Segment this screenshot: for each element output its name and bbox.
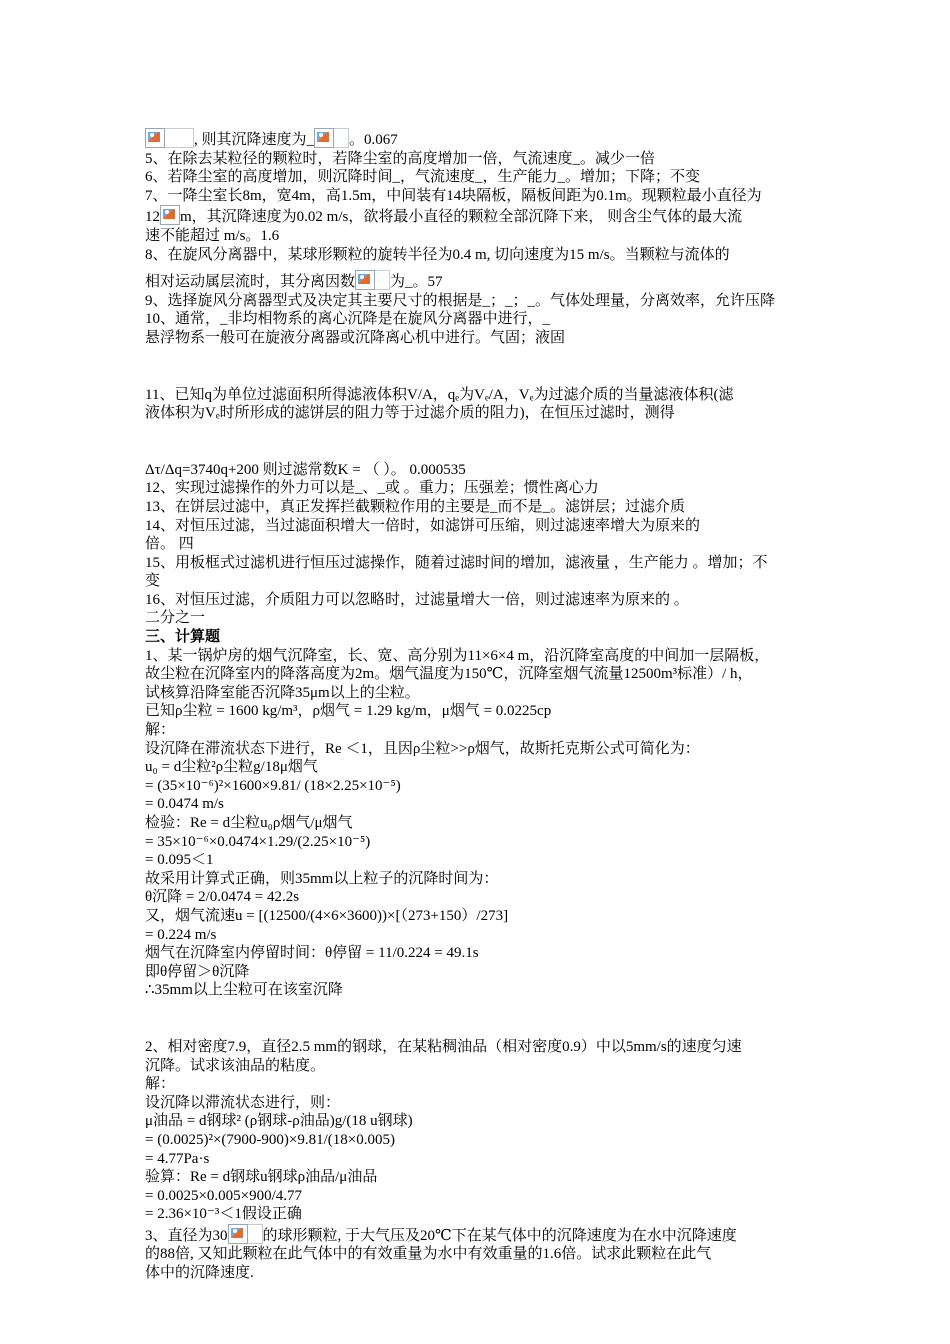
question-11-formula: Δτ/Δq=3740q+200 则过滤常数K = （ ）。 0.000535 [145,461,466,478]
spacer [145,348,810,386]
question-7: 7、一降尘室长8m，宽4m，高1.5m，中间装有14块隔板，隔板间距为0.1m。现颗粒最小直径为 [145,187,762,204]
line-pre: 3、直径为30 [145,1227,228,1244]
calc2-line: 解： [145,1076,176,1093]
question-10-cont: 悬浮物系一般可在旋液分离器或沉降离心机中进行。气固；液固 [145,329,566,346]
document-page [145,128,810,1283]
calc2-line: 沉降。试求该油品的粘度。 [145,1057,326,1074]
question-11: 11、已知q为单位过滤面积所得滤液体积V/A，qₑ为Vₑ/A，Vₑ为过滤介质的当量滤液体积(滤 [145,386,734,403]
line-pre: 12 [145,209,160,226]
calc2-line: = (0.0025)²×(7900-900)×9.81/(18×0.005) [145,1131,395,1148]
question-5: 5、在除去某粒径的颗粒时，若降尘室的高度增加一倍，气流速度_。减少一倍 [145,150,656,167]
question-8: 8、在旋风分离器中，某球形颗粒的旋转半径为0.4 m, 切向速度为15 m/s。当颗粒与流体的 [145,246,730,263]
calc3-line [145,1224,810,1246]
image-blank [334,128,349,148]
image-placeholder-icon [314,128,334,148]
line-post: 。0.067 [349,132,398,148]
calc1-line: = 0.224 m/s [145,926,217,943]
question-7-answer: 速不能超过 m/s。1.6 [145,227,280,244]
calc1-line: 试核算沿降室能否沉降35μm以上的尘粒。 [145,684,420,701]
question-14: 14、对恒压过滤，当过滤面积增大一倍时，如滤饼可压缩，则过滤速率增大为原来的 [145,517,701,534]
spacer [145,1000,810,1038]
calc1-line: ∴35mm以上尘粒可在该室沉降 [145,982,343,999]
image-placeholder-icon [355,270,375,290]
question-16-answer: 二分之一 [145,610,206,627]
calc1-line: θ沉降 = 2/0.0474 = 42.2s [145,889,300,906]
calc1-line: 又，烟气流速u = [(12500/(4×6×3600))×[（273+150）/273] [145,907,509,924]
calc1-line: 即θ停留＞θ沉降 [145,963,250,980]
image-placeholder-icon [145,128,165,148]
image-blank [375,270,390,290]
calc1-line: 解： [145,722,176,739]
line-text: 的球形颗粒, 于大气压及20℃下在某气体中的沉降速度为在水中沉降速度 [262,1227,737,1244]
question-14-cont: 倍。 四 [145,536,194,553]
calc3-line: 体中的沉降速度. [145,1265,254,1282]
calc1-line: = (35×10⁻⁶)²×1600×9.81/ (18×2.25×10⁻⁵) [145,777,401,794]
image-blank [248,1224,263,1244]
calc1-line: 故尘粒在沉降室内的降落高度为2m。烟气温度为150℃，沉降室烟气流量12500m³标准）/ h， [145,666,753,683]
calc2-line: = 4.77Pa·s [145,1150,210,1167]
calc1-line: = 35×10⁻⁶×0.0474×1.29/(2.25×10⁻⁵) [145,833,371,850]
question-11-cont: 液体积为Vₑ时所形成的滤饼层的阻力等于过滤介质的阻力)，在恒压过滤时，测得 [145,405,675,422]
question-13: 13、在饼层过滤中，真正发挥拦截颗粒作用的主要是_而不是_。滤饼层；过滤介质 [145,498,686,515]
question-9: 9、选择旋风分离器型式及决定其主要尺寸的根据是_；_；_。气体处理量，分离效率，允许压降 [145,292,776,309]
spacer [145,423,810,461]
question-16: 16、对恒压过滤，介质阻力可以忽略时，过滤量增大一倍，则过滤速率为原来的 。 [145,591,689,608]
image-blank [165,128,194,148]
calc2-line: 验算：Re = d钢球u钢球ρ油品/μ油品 [145,1169,378,1186]
section-title: 三、计算题 [145,629,221,646]
calc1-line: 设沉降在滞流状态下进行，Re ＜1，且因ρ尘粒>>ρ烟气，故斯托克斯公式可简化为： [145,740,700,757]
calc1-line: 1、某一锅炉房的烟气沉降室，长、宽、高分别为11×6×4 m，沿沉降室高度的中间加一层隔板， [145,647,770,664]
image-placeholder-icon [228,1224,248,1244]
calc3-line: 的88倍, 又知此颗粒在此气体中的有效重量为水中有效重量的1.6倍。试求此颗粒在此气 [145,1246,712,1263]
line-text: m，其沉降速度为0.02 m/s，欲将最小直径的颗粒全部沉降下来， 则含尘气体的最大流 [180,209,743,226]
question-8-cont [145,270,810,292]
question-6: 6、若降尘室的高度增加，则沉降时间_，气流速度_，生产能力_。增加；下降；不变 [145,169,701,186]
calc2-line: = 0.0025×0.005×900/4.77 [145,1187,303,1204]
calc1-line: = 0.095＜1 [145,852,214,869]
question-15-cont: 变 [145,573,161,590]
calc2-line: 2、相对密度7.9，直径2.5 mm的钢球，在某粘稠油品（相对密度0.9）中以5mm/s的速度匀速 [145,1038,742,1055]
line-text: 相对运动属层流时，其分离因数 [145,274,356,291]
calc2-line: μ油品 = d钢球² (ρ钢球-ρ油品)g/(18 u钢球) [145,1113,413,1130]
line-1 [145,128,810,150]
calc1-line: 检验：Re = d尘粒u₀ρ烟气/μ烟气 [145,815,353,831]
calc2-line: 设沉降以滞流状态进行，则： [145,1094,341,1111]
calc1-line: = 0.0474 m/s [145,796,224,813]
calc1-line: 故采用计算式正确，则35mm以上粒子的沉降时间为： [145,870,499,887]
line-post: 为_。57 [390,274,443,291]
calc1-line: u₀ = d尘粒²ρ尘粒g/18μ烟气 [145,759,318,776]
question-15: 15、用板框式过滤机进行恒压过滤操作，随着过滤时间的增加，滤液量 ，生产能力 。增加；不 [145,554,768,571]
question-7-cont [145,205,810,227]
calc2-line: = 2.36×10⁻³＜1假设正确 [145,1206,302,1223]
question-10: 10、通常，_非均相物系的离心沉降是在旋风分离器中进行，_ [145,311,551,328]
question-12: 12、实现过滤操作的外力可以是_、_或 。重力；压强差；惯性离心力 [145,480,599,497]
calc1-line: 已知ρ尘粒 = 1600 kg/m³，ρ烟气 = 1.29 kg/m，μ烟气 = 0.0225cp [145,703,552,720]
line-text: , 则其沉降速度为_ [194,132,315,148]
calc1-line: 烟气在沉降室内停留时间：θ停留 = 11/0.224 = 49.1s [145,945,479,962]
image-placeholder-icon [160,205,180,225]
